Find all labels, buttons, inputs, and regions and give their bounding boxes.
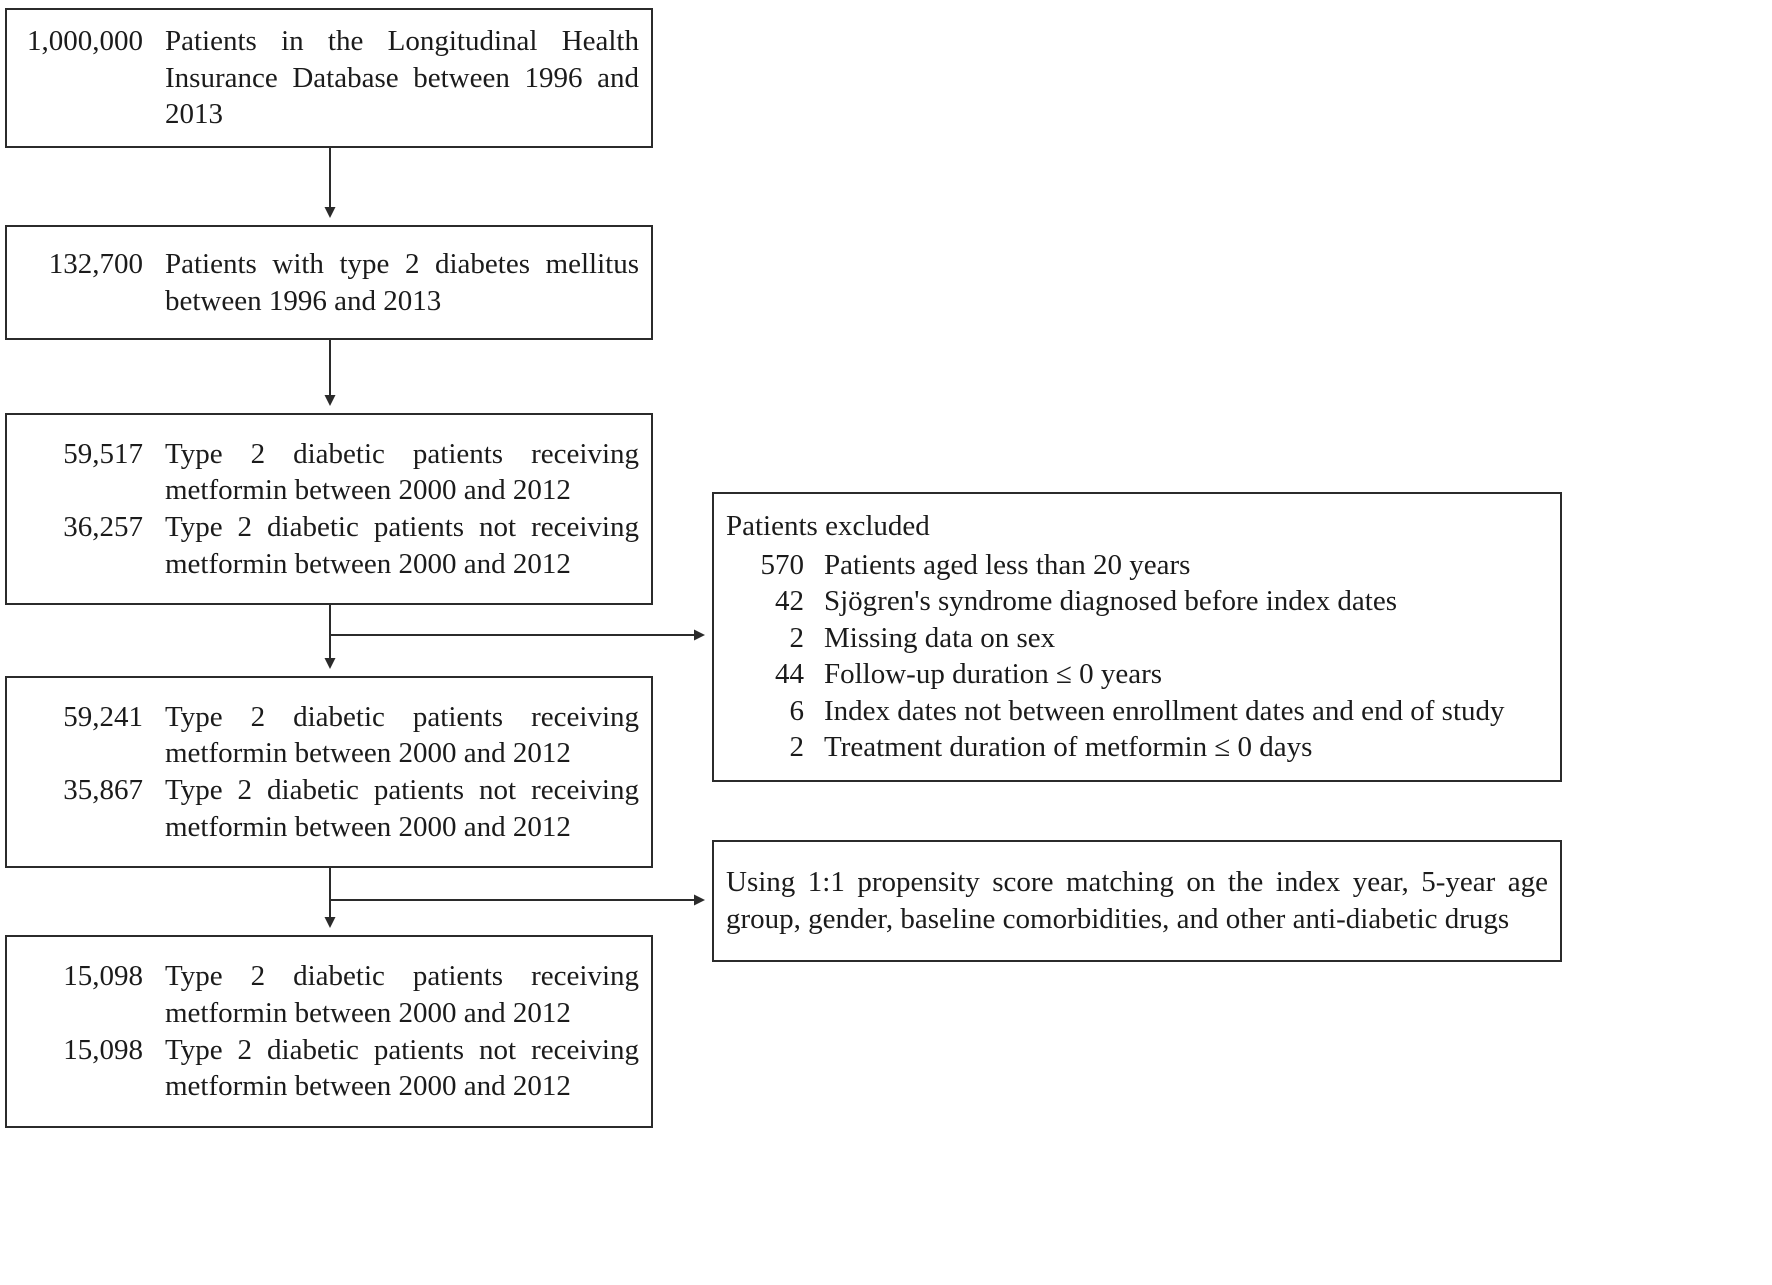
excluded-reason: Patients aged less than 20 years — [824, 548, 1191, 581]
excluded-row — [726, 583, 1548, 620]
patient-description: Type 2 diabetic patients receiving metformin between 2000 and 2012 — [165, 700, 639, 770]
excluded-row — [726, 656, 1548, 693]
patient-description: Patients in the Longitudinal Health Insurance Database between 1996 and 2013 — [165, 25, 639, 131]
excluded-box-title: Patients excluded — [726, 510, 930, 543]
patient-description: Patients with type 2 diabetes mellitus between 1996 and 2013 — [165, 247, 639, 317]
flow-row — [19, 699, 639, 772]
flow-row — [19, 1032, 639, 1105]
flow-row — [19, 23, 639, 133]
flow-box-database-population — [5, 8, 653, 148]
flow-box-matched-cohorts — [5, 935, 653, 1128]
patient-count: 15,098 — [63, 960, 143, 993]
patient-count: 35,867 — [63, 774, 143, 806]
excluded-count: 570 — [760, 548, 804, 581]
flow-row — [19, 509, 639, 582]
excluded-reason: Index dates not between enrollment dates and end of study — [824, 694, 1505, 727]
patient-description: Type 2 diabetic patients receiving metformin between 2000 and 2012 — [165, 960, 639, 1029]
propensity-matching-box — [712, 840, 1562, 962]
patient-count: 1,000,000 — [27, 25, 143, 58]
flow-row — [19, 772, 639, 845]
excluded-patients-box — [712, 492, 1562, 782]
patient-count: 15,098 — [63, 1033, 143, 1066]
excluded-count: 44 — [775, 658, 804, 691]
patient-count: 59,241 — [63, 700, 143, 733]
flow-row — [19, 246, 639, 319]
flow-box-cohorts-after-exclusion — [5, 676, 653, 868]
patient-description: Type 2 diabetic patients receiving metformin between 2000 and 2012 — [165, 437, 639, 507]
flow-box-type2-diabetes — [5, 225, 653, 340]
excluded-reason: Missing data on sex — [824, 621, 1056, 654]
patient-description: Type 2 diabetic patients not receiving metformin between 2000 and 2012 — [165, 1033, 639, 1103]
patient-count: 132,700 — [48, 247, 143, 280]
excluded-count: 2 — [789, 731, 804, 764]
excluded-reason: Sjögren's syndrome diagnosed before index dates — [824, 585, 1398, 618]
excluded-reason: Treatment duration of metformin ≤ 0 days — [824, 731, 1313, 764]
flow-box-cohorts-initial — [5, 413, 653, 605]
excluded-count: 2 — [789, 621, 804, 654]
patient-description: Type 2 diabetic patients not receiving metformin between 2000 and 2012 — [165, 774, 639, 843]
excluded-reason: Follow-up duration ≤ 0 years — [824, 658, 1163, 691]
excluded-row — [726, 693, 1548, 730]
excluded-count: 6 — [789, 694, 804, 727]
matching-description: Using 1:1 propensity score matching on the index year, 5-year age group, gender, baseline comorbidities, and other anti-diabetic drugs — [726, 866, 1548, 935]
excluded-row — [726, 547, 1548, 584]
flow-row — [19, 436, 639, 509]
patient-description: Type 2 diabetic patients not receiving metformin between 2000 and 2012 — [165, 511, 639, 580]
flow-row — [19, 958, 639, 1031]
excluded-row — [726, 620, 1548, 657]
excluded-row — [726, 729, 1548, 766]
excluded-count: 42 — [775, 585, 804, 618]
patient-count: 36,257 — [63, 511, 143, 543]
patient-count: 59,517 — [63, 437, 143, 470]
